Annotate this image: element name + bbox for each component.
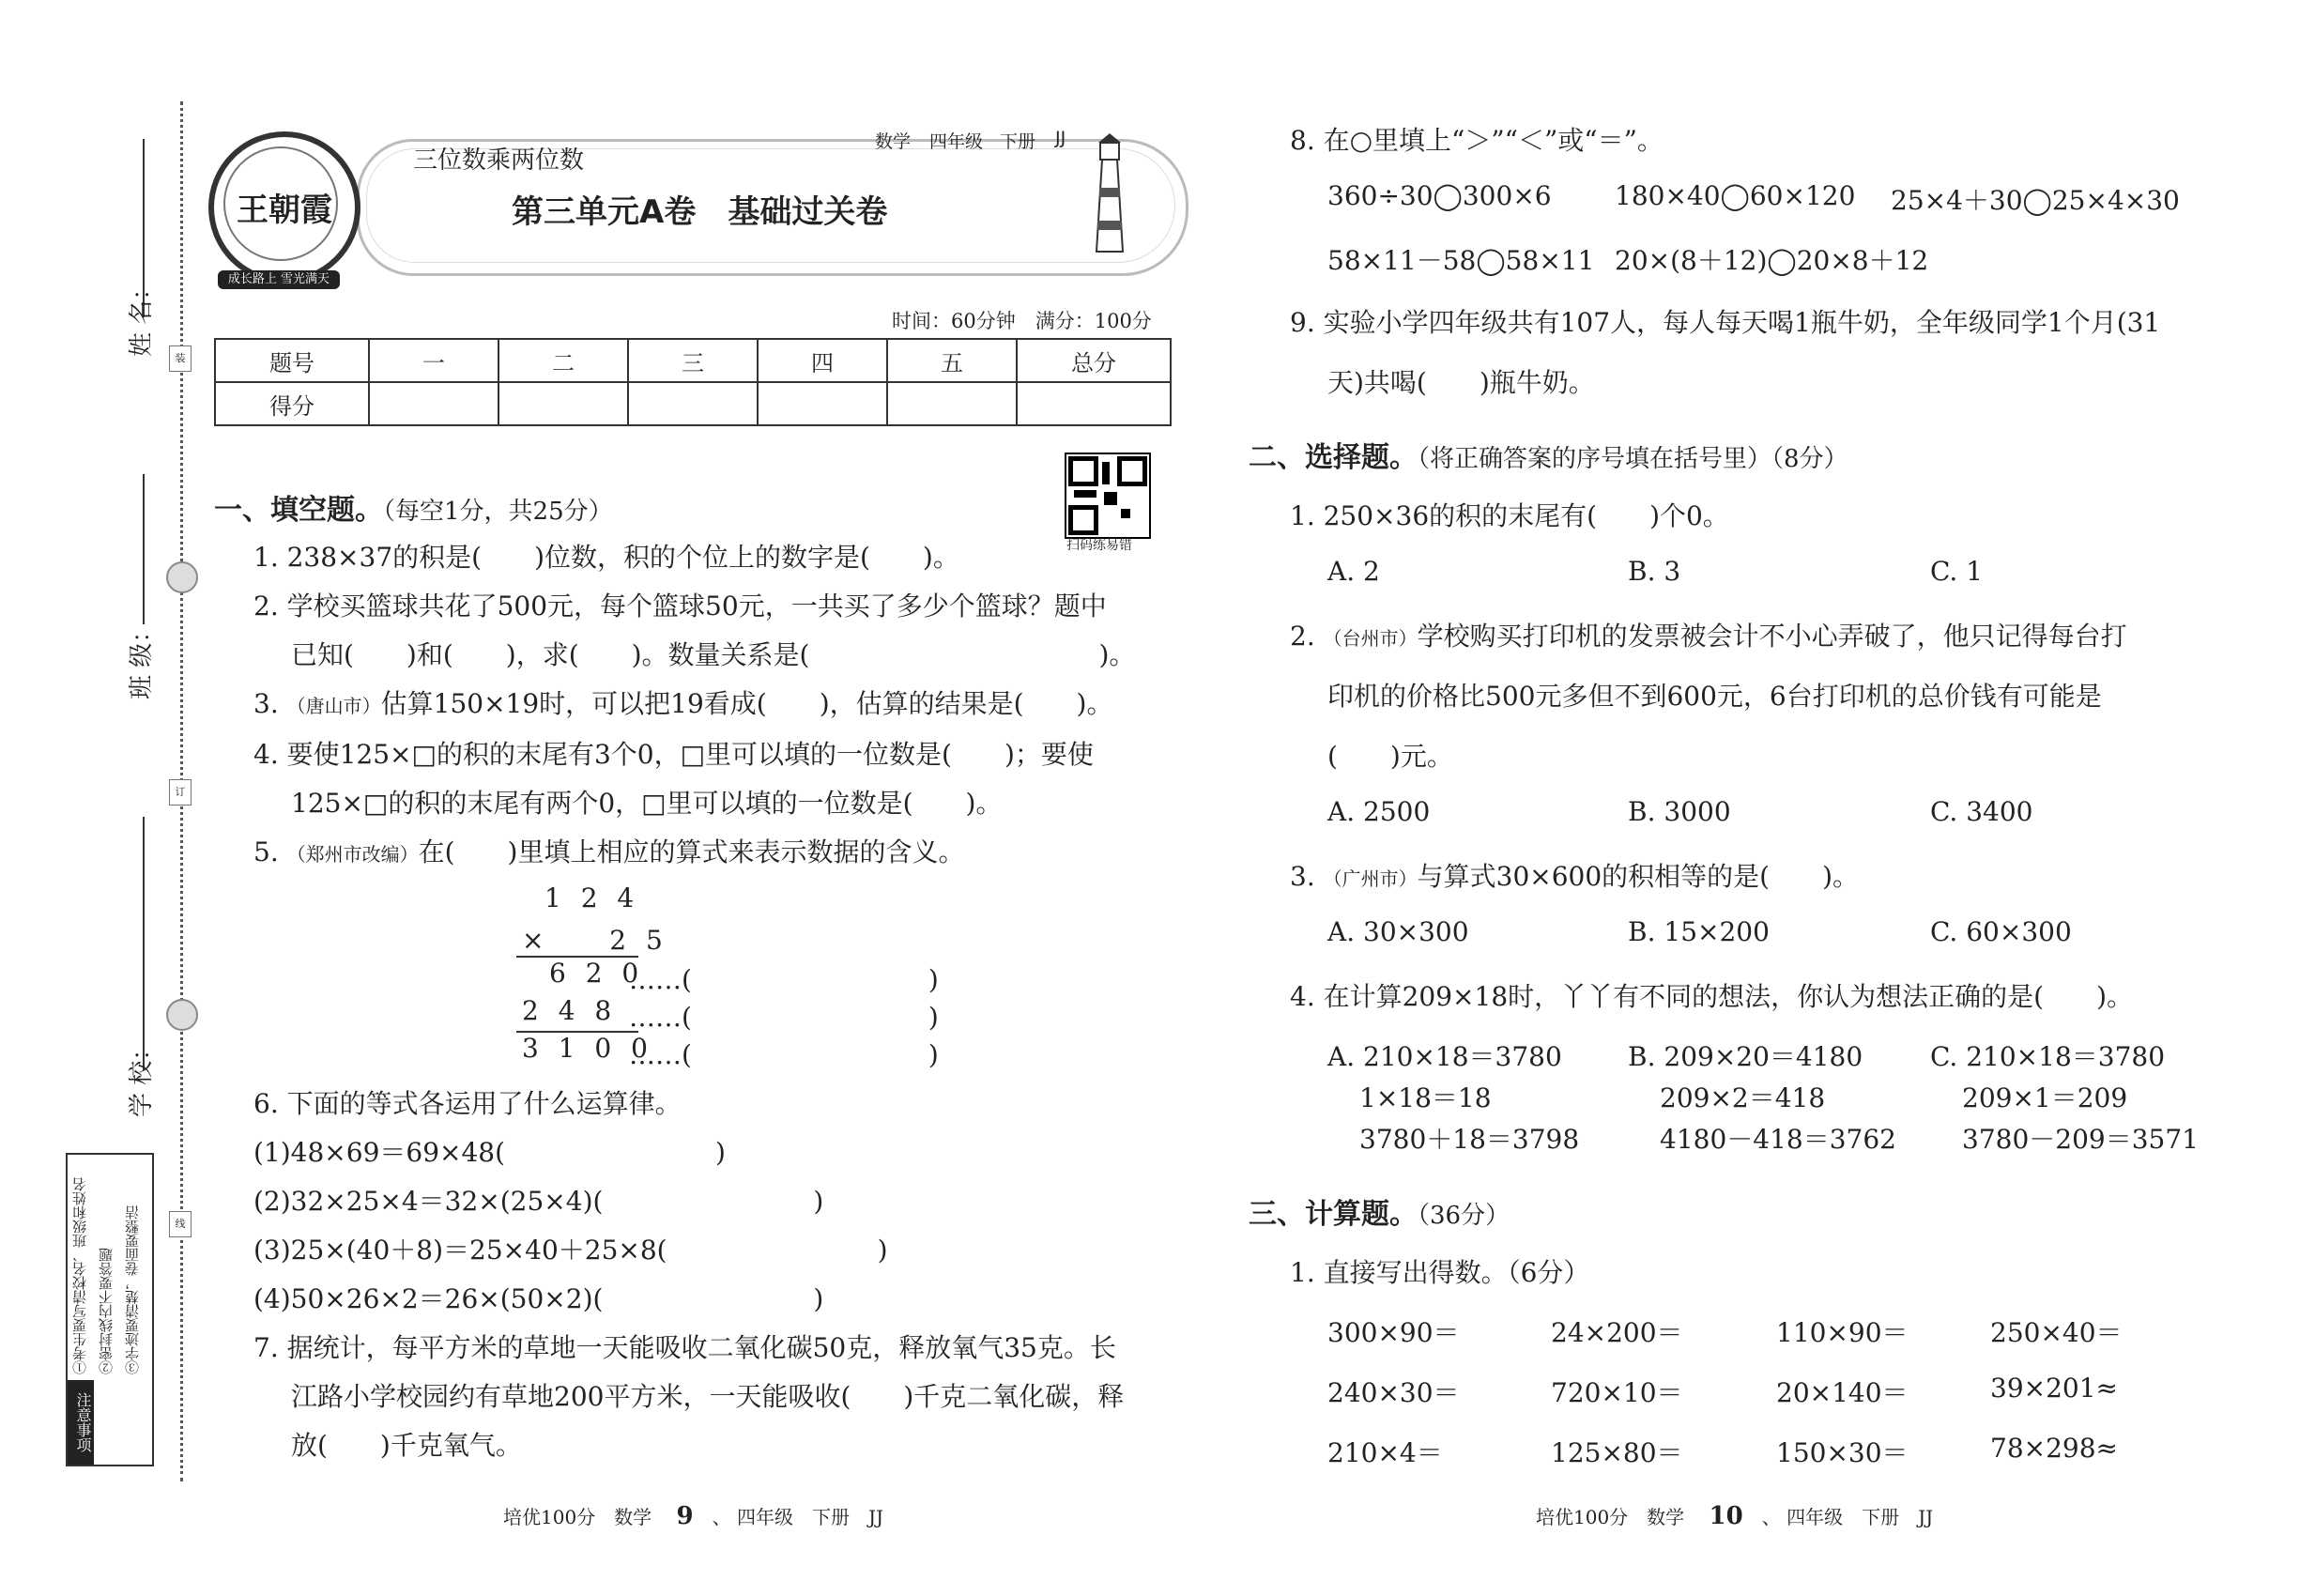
calc-item: 20×140＝ [1776, 1377, 1909, 1408]
s2-q3-option: C. 60×300 [1930, 916, 2072, 947]
section2-heading [1249, 434, 1848, 475]
footer-info: 四年级 下册 JJ [1786, 1506, 1934, 1528]
q6-item: (2)32×25×4＝32×(25×4)( ) [253, 1186, 824, 1217]
section1-heading [214, 486, 613, 528]
score-header: 三 [628, 339, 758, 382]
calc-item: 125×80＝ [1551, 1437, 1683, 1468]
section2-title: 二、选择题。 [1249, 441, 1418, 474]
school-underline [143, 817, 145, 1070]
page-title: 第三单元A卷 基础过关卷 [512, 193, 888, 231]
s2-q2-line1: 2. （台州市）学校购买打印机的发票被会计不小心弄破了，他只记得每台打 [1290, 621, 2127, 652]
score-cell[interactable] [1017, 382, 1171, 425]
qr-caption: 扫码练易错 [1066, 538, 1132, 553]
s2-q4-option-b: 209×2＝418 [1660, 1082, 1826, 1113]
section2-note: （将正确答案的序号填在括号里）（8分） [1418, 445, 1848, 473]
q3-source-tag: （唐山市） [286, 695, 381, 717]
score-header: 总分 [1017, 339, 1171, 382]
score-cell[interactable] [758, 382, 887, 425]
s2-q4: 4. 在计算209×18时，丫丫有不同的想法，你认为想法正确的是( )。 [1290, 981, 2133, 1012]
footer-left: 培优100分 数学 9 、 四年级 下册 JJ [503, 1502, 884, 1530]
q8-item: 25×4＋30◯25×4×30 [1891, 185, 2180, 216]
calc-partial2: 2 4 8 [522, 995, 618, 1026]
s2-q1-option: C. 1 [1930, 556, 1984, 587]
score-cell[interactable] [498, 382, 628, 425]
score-cell[interactable] [369, 382, 498, 425]
calc-blank: ……( ) [629, 964, 939, 995]
s2-q4-option-a: 3780＋18＝3798 [1359, 1124, 1580, 1155]
footer-right: 培优100分 数学 10 、 四年级 下册 JJ [1536, 1502, 1934, 1530]
s2-q3: 3. （广州市）与算式30×600的积相等的是( )。 [1290, 861, 1860, 892]
logo-motto: 成长路上 雪光满天 [218, 270, 340, 289]
score-row-label: 得分 [215, 382, 369, 425]
class-underline [143, 474, 145, 624]
calc-item: 250×40＝ [1990, 1317, 2123, 1348]
s2-q2-option: A. 2500 [1327, 796, 1431, 827]
brand-logo [208, 131, 360, 284]
score-header: 一 [369, 339, 498, 382]
section1-note: （每空1分，共25分） [383, 498, 613, 526]
s2-q2-option: B. 3000 [1628, 796, 1731, 827]
footer-brand: 培优100分 数学 [503, 1506, 652, 1528]
logo-name: 王朝霞 [237, 192, 332, 229]
score-header: 二 [498, 339, 628, 382]
s2-q2-option: C. 3400 [1930, 796, 2033, 827]
time-info: 时间：60分钟 满分：100分 [892, 310, 1152, 332]
q4-line1: 4. 要使125×□的积的末尾有3个0，□里可以填的一位数是( )；要使 [253, 739, 1094, 770]
q5-source-tag: （郑州市改编） [286, 843, 419, 866]
calc-item: 720×10＝ [1551, 1377, 1683, 1408]
calc-blank: ……( ) [629, 1002, 939, 1033]
q2-line1: 2. 学校买篮球共花了500元，每个篮球50元，一共买了多少个篮球？题中 [253, 591, 1107, 622]
s2-q4-option-c: 209×1＝209 [1962, 1082, 2128, 1113]
s2-q4-option-b: 4180－418＝3762 [1660, 1124, 1896, 1155]
binding-tag: 线 [169, 1211, 192, 1237]
q6-item: (4)50×26×2＝26×(50×2)( ) [253, 1283, 824, 1314]
score-cell[interactable] [628, 382, 758, 425]
score-table [214, 338, 1172, 426]
q1: 1. 238×37的积是( )位数，积的个位上的数字是( )。 [253, 542, 959, 573]
s2-q1-option: B. 3 [1628, 556, 1681, 587]
unit-topic: 三位数乘两位数 [413, 146, 585, 175]
name-label: 姓 名： [128, 275, 156, 357]
q8-item: 180×40◯60×120 [1615, 180, 1856, 211]
q8-item: 58×11－58◯58×11 [1327, 245, 1595, 276]
notice-item: ②密封线内不要答题 [98, 1248, 115, 1374]
q8-item: 360÷30◯300×6 [1327, 180, 1552, 211]
notice-box [66, 1153, 154, 1466]
section3-title: 三、计算题。 [1249, 1198, 1418, 1231]
page-number: 9 [676, 1502, 694, 1530]
notice-item: ①考生要写清校名、班级和姓名 [71, 1177, 88, 1374]
q8-item: 20×(8＋12)◯20×8＋12 [1615, 245, 1929, 276]
s2-q1: 1. 250×36的积的末尾有( )个0。 [1290, 500, 1729, 531]
calc-product: 3 1 0 0 [522, 1033, 653, 1064]
s2-q4-option-c: 3780－209＝3571 [1962, 1124, 2199, 1155]
calc-item: 39×201≈ [1990, 1373, 2118, 1404]
calc-item: 110×90＝ [1776, 1317, 1909, 1348]
s2-q2-line3: ( )元。 [1327, 741, 1453, 772]
calc-blank: ……( ) [629, 1039, 939, 1070]
notice-item: ③字迹要清楚，卷面要整洁 [124, 1205, 141, 1374]
s2-q1-option: A. 2 [1327, 556, 1380, 587]
q9-line1: 9. 实验小学四年级共有107人，每人每天喝1瓶牛奶，全年级同学1个月(31 [1290, 307, 2161, 338]
calc-item: 78×298≈ [1990, 1433, 2118, 1464]
s3-q1: 1. 直接写出得数。（6分） [1290, 1257, 1590, 1288]
calc-item: 210×4＝ [1327, 1437, 1443, 1468]
section3-heading [1249, 1190, 1510, 1232]
calc-partial1: 6 2 0 [549, 958, 645, 989]
footer-info: 四年级 下册 JJ [737, 1506, 884, 1528]
calc-item: 240×30＝ [1327, 1377, 1460, 1408]
s2-q4-option-c: C. 210×18＝3780 [1930, 1041, 2166, 1072]
score-header: 题号 [215, 339, 369, 382]
q2-line2: 已知( )和( )，求( )。数量关系是( )。 [291, 639, 1136, 670]
binding-tag: 装 [169, 345, 192, 372]
s2-q4-option-a: A. 210×18＝3780 [1327, 1041, 1562, 1072]
s2-q3-source-tag: （广州市） [1323, 867, 1418, 890]
q6-item: (3)25×(40＋8)＝25×40＋25×8( ) [253, 1235, 888, 1266]
q7-line3: 放( )千克氧气。 [291, 1430, 522, 1461]
section3-note: （36分） [1418, 1202, 1510, 1230]
qr-code[interactable] [1065, 453, 1151, 539]
q8: 8. 在○里填上“＞”“＜”或“＝”。 [1290, 125, 1664, 156]
q4-line2: 125×□的积的末尾有两个0，□里可以填的一位数是( )。 [291, 788, 1003, 819]
calc-item: 24×200＝ [1551, 1317, 1683, 1348]
q5: 5. （郑州市改编）在( )里填上相应的算式来表示数据的含义。 [253, 836, 965, 867]
s2-q2-source-tag: （台州市） [1323, 627, 1418, 650]
calc-item: 300×90＝ [1327, 1317, 1460, 1348]
q7-line2: 江路小学校园约有草地200平方米，一天能吸收( )千克二氧化碳，释 [291, 1381, 1125, 1412]
lighthouse-icon [1089, 131, 1130, 253]
edition-tag: JJ [1055, 128, 1066, 148]
s2-q4-option-b: B. 209×20＝4180 [1628, 1041, 1863, 1072]
notice-title: 注意事项 [68, 1380, 94, 1465]
school-label: 学 校： [128, 1036, 156, 1117]
calc-multiplicand: 1 2 4 [544, 882, 640, 913]
class-label: 班 级： [128, 618, 156, 699]
footer-brand: 培优100分 数学 [1536, 1506, 1685, 1528]
score-cell[interactable] [887, 382, 1017, 425]
score-header: 四 [758, 339, 887, 382]
s2-q3-option: B. 15×200 [1628, 916, 1770, 947]
s2-q4-option-a: 1×18＝18 [1359, 1082, 1492, 1113]
grade-tag: 四年级 [929, 131, 984, 152]
q9-line2: 天)共喝( )瓶牛奶。 [1327, 367, 1595, 398]
calc-item: 150×30＝ [1776, 1437, 1909, 1468]
subject-tag: 数学 [875, 131, 912, 152]
q6-item: (1)48×69＝69×48( ) [253, 1137, 726, 1168]
binding-hole [166, 561, 198, 593]
score-header: 五 [887, 339, 1017, 382]
s2-q2-line2: 印机的价格比500元多但不到600元，6台打印机的总价钱有可能是 [1327, 681, 2102, 712]
binding-hole [166, 999, 198, 1031]
volume-tag: 下册 [1000, 131, 1036, 152]
s2-q3-option: A. 30×300 [1327, 916, 1469, 947]
q6: 6. 下面的等式各运用了什么运算律。 [253, 1088, 682, 1119]
q7-line1: 7. 据统计，每平方米的草地一天能吸收二氧化碳50克，释放氧气35克。长 [253, 1332, 1116, 1363]
binding-tag: 订 [169, 779, 192, 806]
page-number: 10 [1709, 1502, 1743, 1530]
q3: 3. （唐山市）估算150×19时，可以把19看成( )，估算的结果是( )。 [253, 688, 1113, 719]
calc-multiplier: × 2 5 [522, 925, 668, 956]
section1-title: 一、填空题。 [214, 494, 383, 527]
